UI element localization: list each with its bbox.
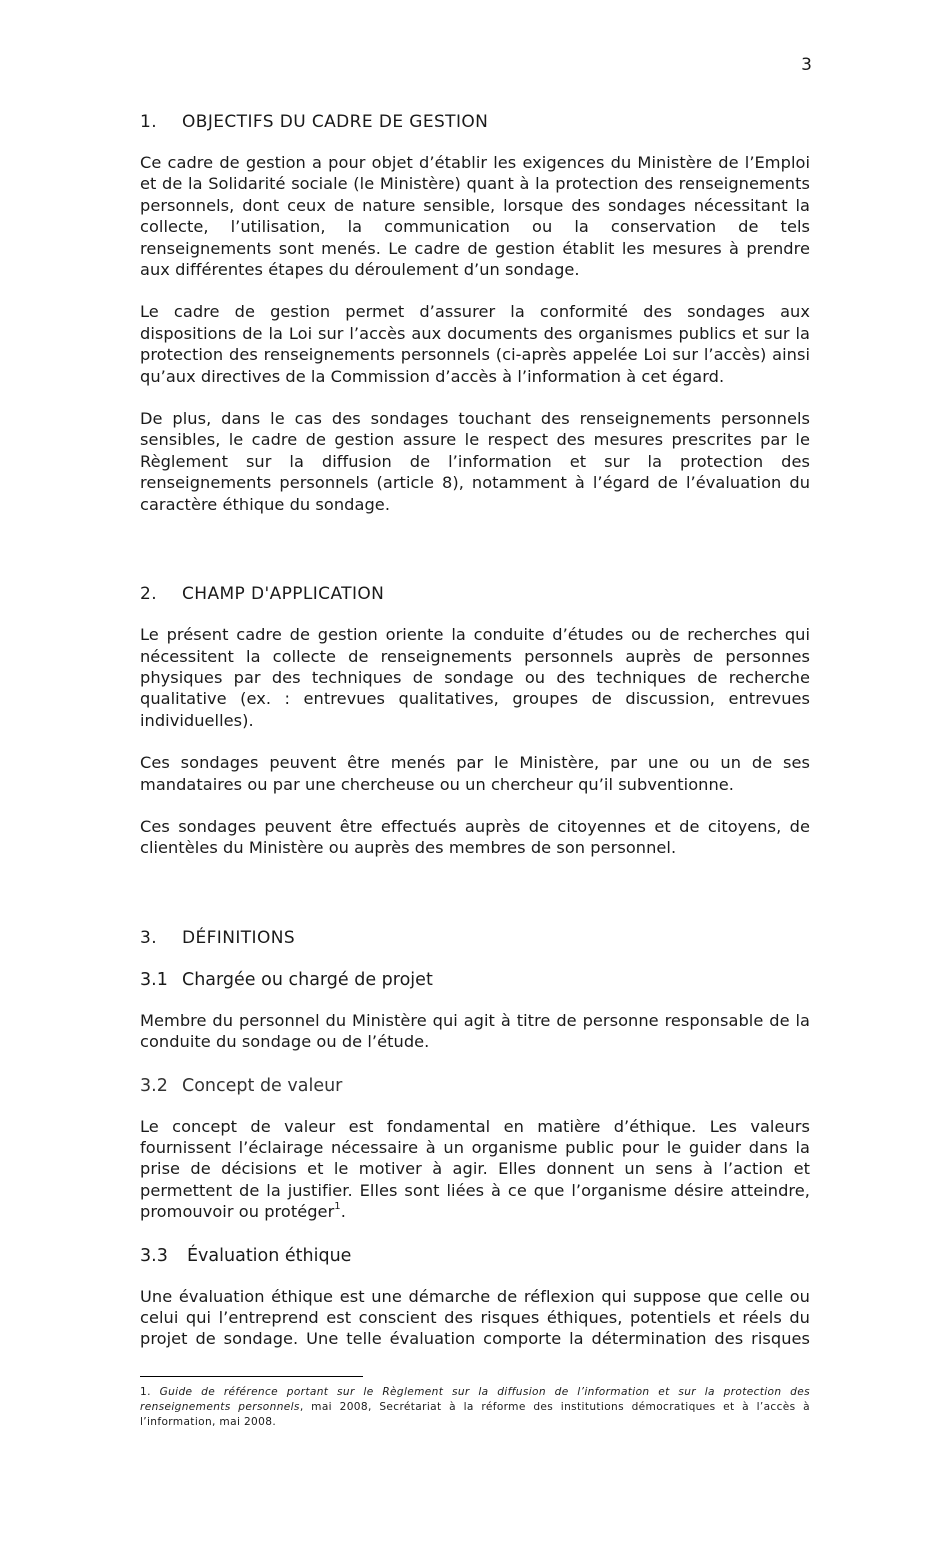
section-2-paragraph-2: Ces sondages peuvent être menés par le Ministère, par une ou un de ses mandataires ou par une chercheuse ou un chercheur qu’il subventionne. [140,753,810,794]
page-content [140,110,810,1371]
footnote-reference[interactable]: 1 [334,1200,341,1212]
footnote-rest: , mai 2008, Secrétariat à la réforme des institutions démocratiques et à l’accès à l’information, mai 2008. [140,1401,811,1428]
footnote-title: Guide de référence portant sur le Règlement sur la diffusion de l’information et sur la protection des renseignements personnels [140,1386,810,1413]
subsection-3-2-body: Le concept de valeur est fondamental en matière d’éthique. Les valeurs fournissent l’éclairage nécessaire à un organisme public pour le guider dans la prise de décisions et le motiver à agir. Elles donnent un sens à l’action et permettent de la justifier. Elles sont liées à ce que l’organisme désire atteindre, promouvoir ou protéger [140,1116,810,1222]
section-2-paragraph-1: Le présent cadre de gestion oriente la conduite d’études ou de recherches qui nécessitent la collecte de renseignements personnels auprès de personnes physiques par des techniques de sondage ou des techniques de recherche qualitative (ex. : entrevues qualitatives, groupes de discussion, entrevues individuelles). [140,625,810,730]
subsection-3-2-text [140,1116,810,1223]
subsection-3-2-title: Concept de valeur [182,1075,343,1096]
subsection-3-3-number: 3.3 [140,1245,168,1266]
section-2-title: CHAMP D'APPLICATION [182,584,385,605]
section-1-paragraph-2: Le cadre de gestion permet d’assurer la conformité des sondages aux dispositions de la Loi sur l’accès aux documents des organismes publics et sur la protection des renseignements personnels (ci-après appelée Loi sur l’accès) ainsi qu’aux directives de la Commission d’accès à l’information à cet égard. [140,302,810,386]
subsection-3-1-title: Chargée ou chargé de projet [182,969,433,990]
footnote-number: 1. [140,1386,151,1398]
subsection-3-1-number: 3.1 [140,969,168,990]
subsection-3-2-heading [140,1074,810,1098]
section-1-paragraph-1: Ce cadre de gestion a pour objet d’établir les exigences du Ministère de l’Emploi et de la Solidarité sociale (le Ministère) quant à la protection des renseignements personnels, dont ceux de nature sensible, lorsque des sondages nécessitant la collecte, l’utilisation, la communication ou la conservation de tels renseignements sont menés. Le cadre de gestion établit les mesures à prendre aux différentes étapes du déroulement d’un sondage. [140,153,810,280]
subsection-3-3-heading [140,1244,810,1268]
subsection-3-1-text: Membre du personnel du Ministère qui agit à titre de personne responsable de la conduite du sondage ou de l’étude. [140,1010,810,1052]
footnote [140,1385,810,1430]
section-3-title: DÉFINITIONS [182,927,296,948]
section-1-paragraph-3: De plus, dans le cas des sondages touchant des renseignements personnels sensibles, le cadre de gestion assure le respect des mesures prescrites par le Règlement sur la diffusion de l’information et sur la protection des renseignements personnels (article 8), notamment à l’égard de l’évaluation du caractère éthique du sondage. [140,409,810,514]
section-1-number: 1. [140,112,158,132]
section-1-heading [140,110,810,134]
footnote-separator [140,1376,363,1377]
subsection-3-2-period: . [340,1202,346,1222]
section-3-number: 3. [140,927,158,948]
page-number: 3 [801,55,812,75]
subsection-3-3-text: Une évaluation éthique est une démarche de réflexion qui suppose que celle ou celui qui l’entreprend est conscient des risques éthiques, potentiels et réels du projet de sondage. Une telle évaluation comporte la détermination des risques [140,1286,810,1349]
subsection-3-1-heading [140,968,810,992]
section-spacer [140,880,810,926]
section-1-title: OBJECTIFS DU CADRE DE GESTION [182,112,489,132]
section-2-number: 2. [140,584,158,605]
section-spacer [140,536,810,582]
subsection-3-2-number: 3.2 [140,1075,168,1096]
section-2-paragraph-3: Ces sondages peuvent être effectués auprès de citoyennes et de citoyens, de clientèles du Ministère ou auprès des membres de son personnel. [140,816,810,858]
subsection-3-3-title: Évaluation éthique [187,1245,352,1266]
section-2-heading [140,582,810,606]
section-3-heading [140,926,810,950]
